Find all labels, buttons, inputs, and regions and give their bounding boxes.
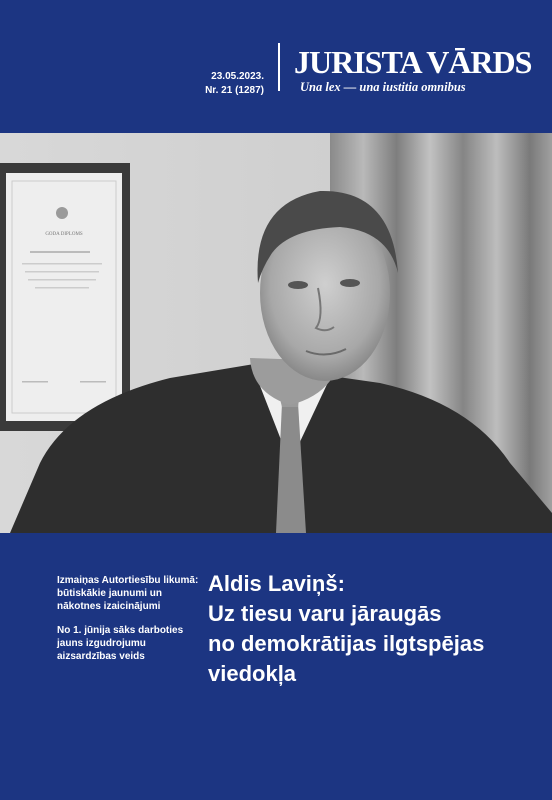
issue-info bbox=[205, 70, 264, 98]
headline-line: Aldis Laviņš: bbox=[208, 571, 345, 596]
headline-line: no demokrātijas ilgtspējas bbox=[208, 631, 485, 656]
headline-line: Uz tiesu varu jāraugās bbox=[208, 601, 442, 626]
portrait-image bbox=[0, 133, 552, 533]
teaser-invention-protection: No 1. jūnija sāks darboties jauns izgudrojumu aizsardzības veids bbox=[57, 625, 184, 662]
issue-number: Nr. 21 (1287) bbox=[205, 85, 264, 96]
teaser-copyright-law: Izmaiņas Autortiesību likumā: būtiskākie jaunumi un nākotnes izaicinājumi bbox=[57, 575, 199, 612]
masthead-divider bbox=[278, 43, 280, 91]
framed-diploma bbox=[0, 163, 130, 431]
magazine-title: JURISTA VĀRDS bbox=[294, 44, 532, 80]
cover-headline bbox=[208, 569, 548, 689]
issue-date: 23.05.2023. bbox=[211, 71, 264, 82]
magazine-motto: Una lex — una iustitia omnibus bbox=[300, 80, 466, 94]
headline-line: viedokļa bbox=[208, 661, 297, 686]
cover-photo bbox=[0, 133, 552, 533]
diploma-title: GODA DIPLOMS bbox=[45, 232, 83, 237]
